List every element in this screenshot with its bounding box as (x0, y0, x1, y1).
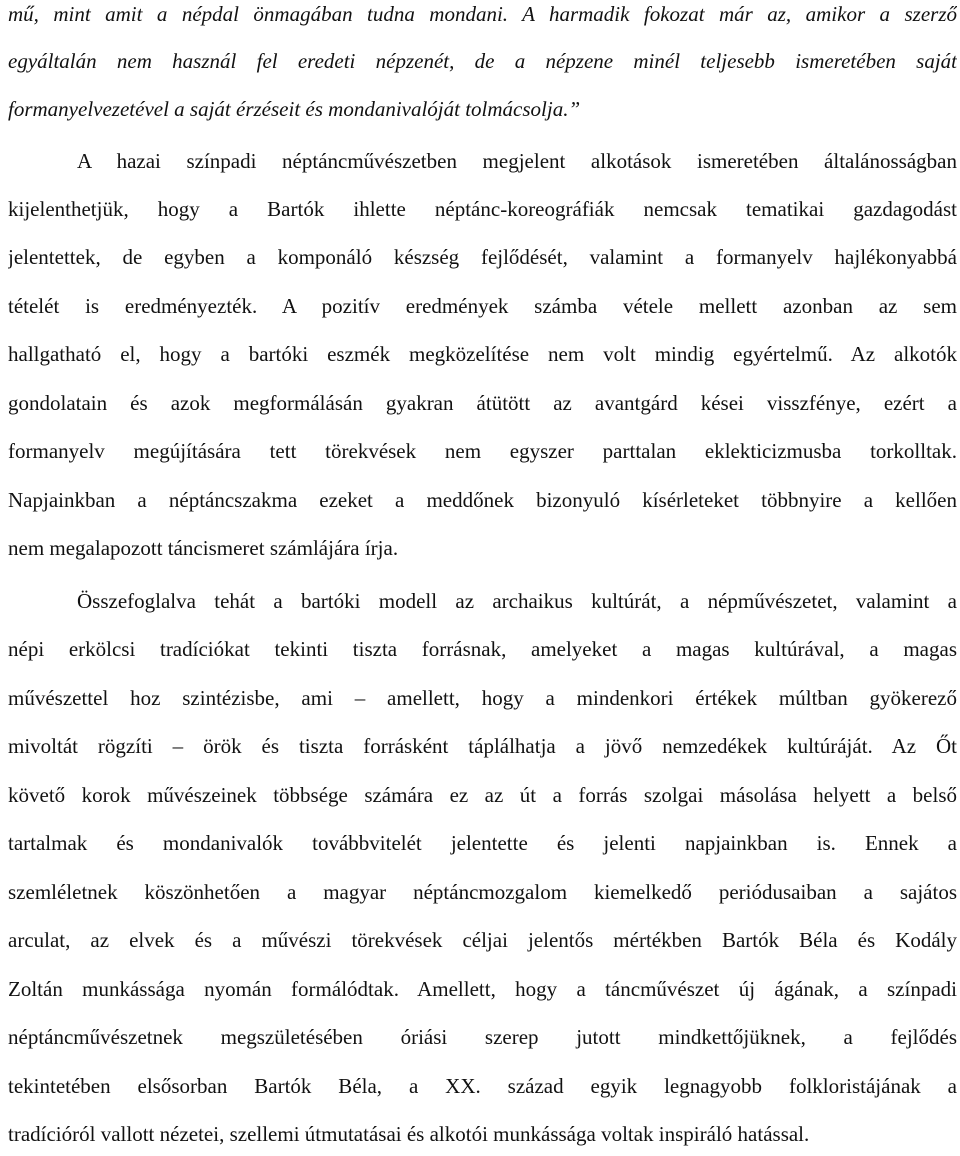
text-line: egyáltalán nem használ fel eredeti népzenét, de a népzene minél teljesebb ismeretében saját (8, 49, 957, 73)
text-line: szemléletnek köszönhetően a magyar néptáncmozgalom kiemelkedő periódusaiban a sajátos (8, 880, 957, 904)
text-line: gondolatain és azok megformálásán gyakran átütött az avantgárd kései visszfénye, ezért a (8, 391, 957, 415)
text-line: népi erkölcsi tradíciókat tekinti tiszta forrásnak, amelyeket a magas kultúrával, a magas (8, 637, 957, 661)
text-line: művészettel hoz szintézisbe, ami – amellett, hogy a mindenkori értékek múltban gyökerező (8, 686, 957, 710)
text-line: mivoltát rögzíti – örök és tiszta forrásként táplálhatja a jövő nemzedékek kultúráját. Az Őt (8, 734, 957, 758)
text-line: mű, mint amit a népdal önmagában tudna mondani. A harmadik fokozat már az, amikor a szerző (8, 2, 957, 26)
text-line: Napjainkban a néptáncszakma ezeket a meddőnek bizonyuló kísérleteket többnyire a kellően (8, 488, 957, 512)
text-line: nem megalapozott táncismeret számlájára írja. (8, 536, 399, 560)
text-line: követő korok művészeinek többsége számára ez az út a forrás szolgai másolása helyett a belső (8, 783, 957, 807)
text-line: tételét is eredményezték. A pozitív eredmények számba vétele mellett azonban az sem (8, 294, 957, 318)
text-line: hallgatható el, hogy a bartóki eszmék megközelítése nem volt mindig egyértelmű. Az alkotók (8, 342, 957, 366)
text-line: Összefoglalva tehát a bartóki modell az archaikus kultúrát, a népművészetet, valamint a (77, 589, 957, 613)
text-line: kijelenthetjük, hogy a Bartók ihlette néptánc-koreográfiák nemcsak tematikai gazdagodást (8, 197, 957, 221)
text-line: formanyelvezetével a saját érzéseit és mondanivalóját tolmácsolja.” (8, 97, 581, 121)
text-line: arculat, az elvek és a művészi törekvések céljai jelentős mértékben Bartók Béla és Kodály (8, 928, 957, 952)
text-line: jelentettek, de egyben a komponáló készség fejlődését, valamint a formanyelv hajlékonyabbá (8, 245, 957, 269)
text-line: A hazai színpadi néptáncművészetben megjelent alkotások ismeretében általánosságban (77, 149, 957, 173)
text-line: formanyelv megújítására tett törekvések nem egyszer parttalan eklekticizmusba torkolltak. (8, 439, 957, 463)
text-line: Zoltán munkássága nyomán formálódtak. Amellett, hogy a táncművészet új ágának, a színpadi (8, 977, 957, 1001)
text-line: tradícióról vallott nézetei, szellemi útmutatásai és alkotói munkássága voltak inspiráló hatással. (8, 1122, 810, 1146)
text-line: néptáncművészetnek megszületésében óriási szerep jutott mindkettőjüknek, a fejlődés (8, 1025, 957, 1049)
text-line: tartalmak és mondanivalók továbbvitelét jelentette és jelenti napjainkban is. Ennek a (8, 831, 957, 855)
text-line: tekintetében elsősorban Bartók Béla, a XX. század egyik legnagyobb folkloristájának a (8, 1074, 957, 1098)
